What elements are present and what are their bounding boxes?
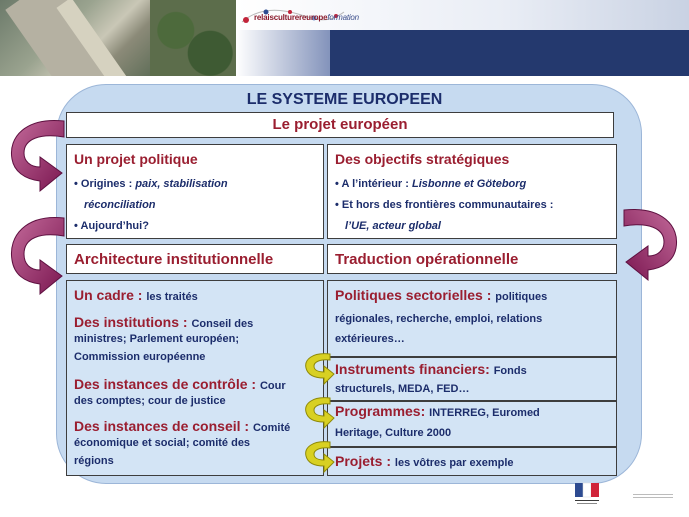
programmes-text1: INTERREG, Euromed xyxy=(429,407,540,419)
architecture-heading: Architecture institutionnelle xyxy=(74,251,274,268)
top-box-projet-europeen xyxy=(66,112,614,138)
header-gradient-bar xyxy=(236,30,330,76)
brand-strip xyxy=(236,0,689,30)
cadre-line xyxy=(74,287,198,305)
politiques-text1: politiques xyxy=(495,291,548,303)
reconciliation-text: réconciliation xyxy=(84,199,156,211)
box-projet-politique-heading: Un projet politique xyxy=(74,151,198,167)
institutions-text2: ministres; Parlement européen; xyxy=(74,333,240,345)
politiques-text3: extérieures… xyxy=(335,333,405,345)
institutions-line xyxy=(74,314,253,332)
yellow-curved-arrow-icon xyxy=(302,394,336,430)
yellow-curved-arrow-icon xyxy=(302,438,336,474)
politiques-text2: régionales, recherche, emploi, relations xyxy=(335,313,543,325)
french-republic-logo-icon xyxy=(573,479,601,507)
divider-programmes xyxy=(327,400,617,402)
box-objectifs-heading: Des objectifs stratégiques xyxy=(335,151,510,167)
conseil-line xyxy=(74,418,290,436)
yellow-curved-arrow-icon xyxy=(302,350,336,386)
conseil-text1: Comité xyxy=(252,422,291,434)
conseil-text3: régions xyxy=(74,455,114,467)
origines-line xyxy=(74,178,228,190)
header-banner xyxy=(0,0,689,78)
purple-curved-arrow-icon xyxy=(618,204,682,284)
origines-label: • Origines : xyxy=(74,178,136,190)
programmes-heading: Programmes: xyxy=(335,403,430,419)
divider-instruments xyxy=(327,356,617,358)
traduction-heading: Traduction opérationnelle xyxy=(335,251,519,268)
projets-text: les vôtres par exemple xyxy=(394,457,514,469)
controle-heading: Des instances de contrôle : xyxy=(74,376,260,392)
brand-name: relaisculturereuropeformation xyxy=(254,13,359,22)
controle-text1: Cour xyxy=(259,380,286,392)
cadre-text: les traités xyxy=(146,291,198,303)
hors-frontieres-text: • Et hors des frontières communautaires : xyxy=(335,199,554,211)
programmes-line xyxy=(335,403,540,421)
instruments-heading: Instruments financiers: xyxy=(335,361,494,377)
diagram-title: LE SYSTEME EUROPEEN xyxy=(246,91,443,108)
instruments-text2: structurels, MEDA, FED… xyxy=(335,383,470,395)
instruments-line xyxy=(335,361,527,379)
conseil-heading: Des instances de conseil : xyxy=(74,418,253,434)
origines-value: paix, stabilisation xyxy=(135,178,228,190)
box-architecture-institutionnelle xyxy=(66,244,324,274)
instruments-text1: Fonds xyxy=(493,365,527,377)
projets-heading: Projets : xyxy=(335,453,395,469)
interieur-label: • A l’intérieur : xyxy=(335,178,412,190)
institutions-heading: Des institutions : xyxy=(74,314,192,330)
purple-curved-arrow-icon xyxy=(6,212,70,298)
institutions-text3: Commission européenne xyxy=(74,351,206,363)
programmes-text2: Heritage, Culture 2000 xyxy=(335,427,452,439)
institutions-text1: Conseil des xyxy=(191,318,254,330)
footer-small-text xyxy=(633,494,673,500)
box-traduction-operationnelle xyxy=(327,244,617,274)
top-box-label: Le projet européen xyxy=(272,116,408,133)
box-projet-politique xyxy=(66,144,324,239)
projets-line xyxy=(335,453,514,471)
politiques-heading: Politiques sectorielles : xyxy=(335,287,496,303)
header-navy-bar xyxy=(330,30,689,76)
divider-projets xyxy=(327,446,617,448)
cadre-heading: Un cadre : xyxy=(74,287,147,303)
politiques-line xyxy=(335,287,547,305)
interieur-value: Lisbonne et Göteborg xyxy=(412,178,527,190)
aujourdhui-text: • Aujourd’hui? xyxy=(74,220,149,232)
box-architecture-details xyxy=(66,280,324,476)
controle-text2: des comptes; cour de justice xyxy=(74,395,226,407)
brand-suffix: formation xyxy=(327,13,359,22)
purple-curved-arrow-icon xyxy=(6,115,70,195)
box-objectifs-strategiques xyxy=(327,144,617,239)
conseil-text2: économique et social; comité des xyxy=(74,437,251,449)
interieur-line xyxy=(335,178,526,190)
header-photo xyxy=(0,0,236,76)
controle-line xyxy=(74,376,286,394)
acteur-global-text: l’UE, acteur global xyxy=(345,220,441,232)
